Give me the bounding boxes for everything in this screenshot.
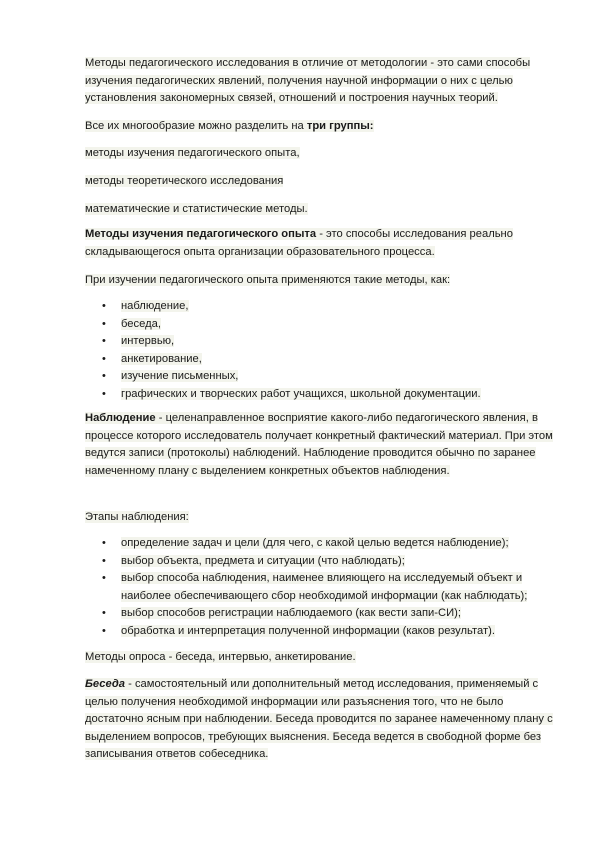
list-item: • анкетирование, <box>102 352 202 365</box>
methods-intro: При изучении педагогического опыта применяются такие методы, как: <box>85 274 451 286</box>
list-item: • графических и творческих работ учащихся, школьной документации. <box>102 387 481 400</box>
intro-paragraph: Методы педагогического исследования в отличие от методологии - это сами способы изучения педагогических явлений, получения научной информации о них с целью установления закономерных связей, отношений и построения научных теорий. <box>85 57 531 104</box>
methods-list <box>85 298 555 403</box>
stages-title: Этапы наблюдения: <box>85 511 189 523</box>
list-item: • наблюдение, <box>102 300 189 312</box>
list-item: • интервью, <box>102 335 175 347</box>
group-item-3: математические и статистические методы. <box>85 203 308 215</box>
observation-paragraph: Наблюдение - целенаправленное восприятие какого-либо педагогического явления, в процессе которого исследователь получает конкретный фактический материал. При этом ведутся записи (протоколы) наблюдений. Наблюдение проводится обычно по заранее намеченному плану с выделением конкретных объектов наблюдения. <box>85 412 553 477</box>
list-item: • выбор способов регистрации наблюдаемого (как вести запи-СИ); <box>102 607 461 619</box>
experience-paragraph: Методы изучения педагогического опыта - это способы исследования реально складывающегося опыта организации образовательного процесса. <box>85 228 513 258</box>
list-item: • выбор объекта, предмета и ситуации (что наблюдать); <box>102 554 405 567</box>
stages-list <box>85 535 555 640</box>
conversation-paragraph: Беседа - самостоятельный или дополнительный метод исследования, применяемый с целью получения необходимой информации или разъяснения того, что не было достаточно ясным при наблюдении. Беседа проводится по заранее намеченному плану с выделением вопросов, требующих выяснения. Беседа ведется в свободной форме без записывания ответов собеседника. <box>85 678 553 760</box>
list-item: • определение задач и цели (для чего, с какой целью ведется наблюдение); <box>102 537 509 549</box>
survey-methods: Методы опроса - беседа, интервью, анкетирование. <box>85 651 356 663</box>
groups-paragraph: Все их многообразие можно разделить на три группы: <box>85 120 374 132</box>
list-item: • обработка и интерпретация полученной информации (каков результат). <box>102 624 495 637</box>
list-item: • беседа, <box>102 317 161 330</box>
group-item-1: методы изучения педагогического опыта, <box>85 147 300 159</box>
list-item: • изучение письменных, <box>102 370 239 382</box>
group-item-2: методы теоретического исследования <box>85 175 284 187</box>
list-item: • выбор способа наблюдения, наименее влияющего на исследуемый объект и наиболее обеспечивающего сбор необходимой информации (как наблюдать); <box>102 572 528 602</box>
